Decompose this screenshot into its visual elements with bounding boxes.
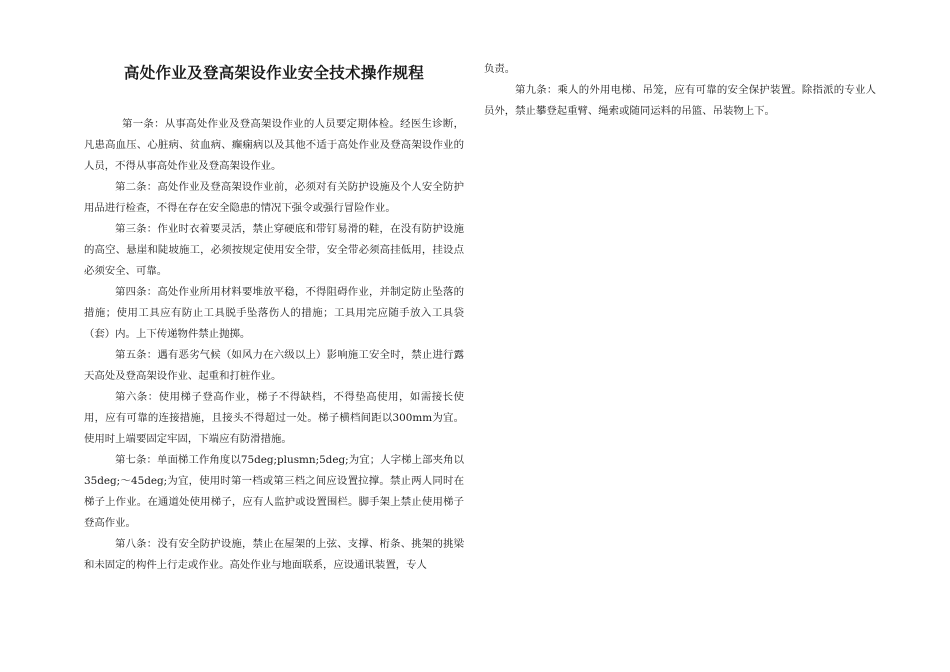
article-7: 第七条：单面梯工作角度以75deg;plusmn;5deg;为宜；人字梯上部夹角以35deg;～45deg;为宜，使用时第一档或第三档之间应设置拉撑。禁止两人同时在梯子上作业。在通道处使用梯子，应有人监护或设置围栏。脚手架上禁止使用梯子登高作业。: [84, 454, 464, 529]
article-2: 第二条：高处作业及登高架设作业前，必须对有关防护设施及个人安全防护用品进行检查，不得在存在安全隐患的情况下强令或强行冒险作业。: [84, 181, 464, 214]
article-8-continuation: 负责。: [484, 63, 516, 75]
article-4: 第四条：高处作业所用材料要堆放平稳，不得阻碍作业，并制定防止坠落的措施；使用工具应有防止工具脱手坠落伤人的措施；工具用完应随手放入工具袋（套）内。上下传递物件禁止抛掷。: [84, 286, 464, 340]
article-5: 第五条：遇有恶劣气候（如风力在六级以上）影响施工安全时，禁止进行露天高处及登高架设作业、起重和打桩作业。: [84, 349, 464, 382]
article-8: 第八条：没有安全防护设施，禁止在屋架的上弦、支撑、桁条、挑架的挑梁和未固定的构件上行走或作业。高处作业与地面联系，应设通讯装置，专人: [84, 538, 464, 571]
article-9: 第九条：乘人的外用电梯、吊笼，应有可靠的安全保护装置。除指派的专业人员外，禁止攀登起重臂、绳索或随同运料的吊篮、吊装物上下。: [484, 84, 876, 117]
article-6: 第六条：使用梯子登高作业，梯子不得缺档，不得垫高使用，如需接长使用，应有可靠的连接措施，且接头不得超过一处。梯子横档间距以300mm为宜。使用时上端要固定牢固，下端应有防滑措施。: [84, 391, 464, 445]
document-title: 高处作业及登高架设作业安全技术操作规程: [123, 64, 425, 82]
article-1: 第一条：从事高处作业及登高架设作业的人员要定期体检。经医生诊断，凡患高血压、心脏病、贫血病、癫痫病以及其他不适于高处作业及登高架设作业的人员，不得从事高处作业及登高架设作业。: [84, 118, 464, 172]
left-column-body: [84, 114, 464, 576]
right-column-body: [484, 59, 876, 122]
article-3: 第三条：作业时衣着要灵活，禁止穿硬底和带钉易滑的鞋，在没有防护设施的高空、悬崖和陡坡施工，必须按规定使用安全带，安全带必须高挂低用，挂设点必须安全、可靠。: [84, 223, 464, 277]
